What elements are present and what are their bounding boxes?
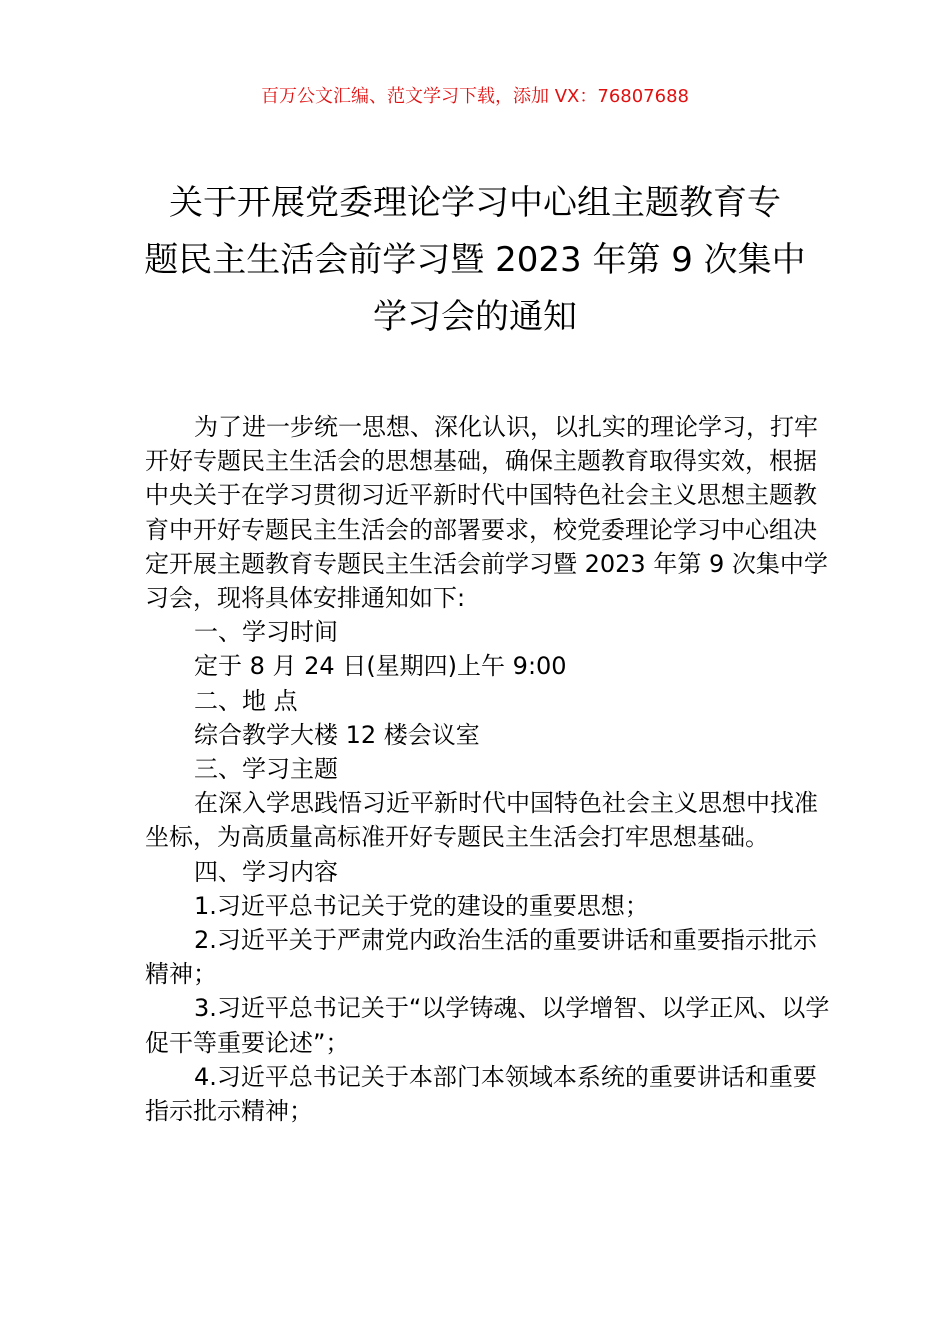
document-body: [145, 410, 835, 1128]
title-line-2: 题民主生活会前学习暨 2023 年第 9 次集中: [144, 240, 806, 280]
document-title: [120, 176, 830, 347]
section-heading-place: 二、地 点: [194, 686, 298, 715]
time-value: 定于 8 月 24 日(星期四)上午 9:00: [194, 652, 567, 681]
section-heading-theme: 三、学习主题: [194, 755, 338, 784]
content-item-2: 2.习近平关于严肃党内政治生活的重要讲话和重要指示批示精神；: [145, 926, 817, 989]
section-heading-content: 四、学习内容: [194, 857, 338, 886]
content-item-4: 4.习近平总书记关于本部门本领域本系统的重要讲话和重要指示批示精神；: [145, 1062, 817, 1126]
place-value: 综合教学大楼 12 楼会议室: [194, 720, 480, 749]
section-heading-time: 一、学习时间: [194, 618, 338, 647]
content-item-1: 1.习近平总书记关于党的建设的重要思想；: [194, 891, 649, 920]
title-line-3: 学习会的通知: [373, 297, 577, 337]
watermark-text: 百万公文汇编、范文学习下载，添加 VX：76807688: [261, 86, 689, 107]
title-line-1: 关于开展党委理论学习中心组主题教育专: [169, 183, 781, 223]
theme-value: 在深入学思践悟习近平新时代中国特色社会主义思想中找准坐标，为高质量高标准开好专题民主生活会打牢思想基础。: [145, 789, 818, 852]
content-item-3: 3.习近平总书记关于“以学铸魂、以学增智、以学正风、以学促干等重要论述”；: [145, 994, 830, 1057]
intro-paragraph: 为了进一步统一思想、深化认识，以扎实的理论学习，打牢开好专题民主生活会的思想基础，确保主题教育取得实效，根据中央关于在学习贯彻习近平新时代中国特色社会主义思想主题教育中开好专题民主生活会的部署要求，校党委理论学习中心组决定开展主题教育专题民主生活会前学习暨 2023 年第 9 次集中学习会，现将具体安排通知如下:: [145, 413, 828, 613]
